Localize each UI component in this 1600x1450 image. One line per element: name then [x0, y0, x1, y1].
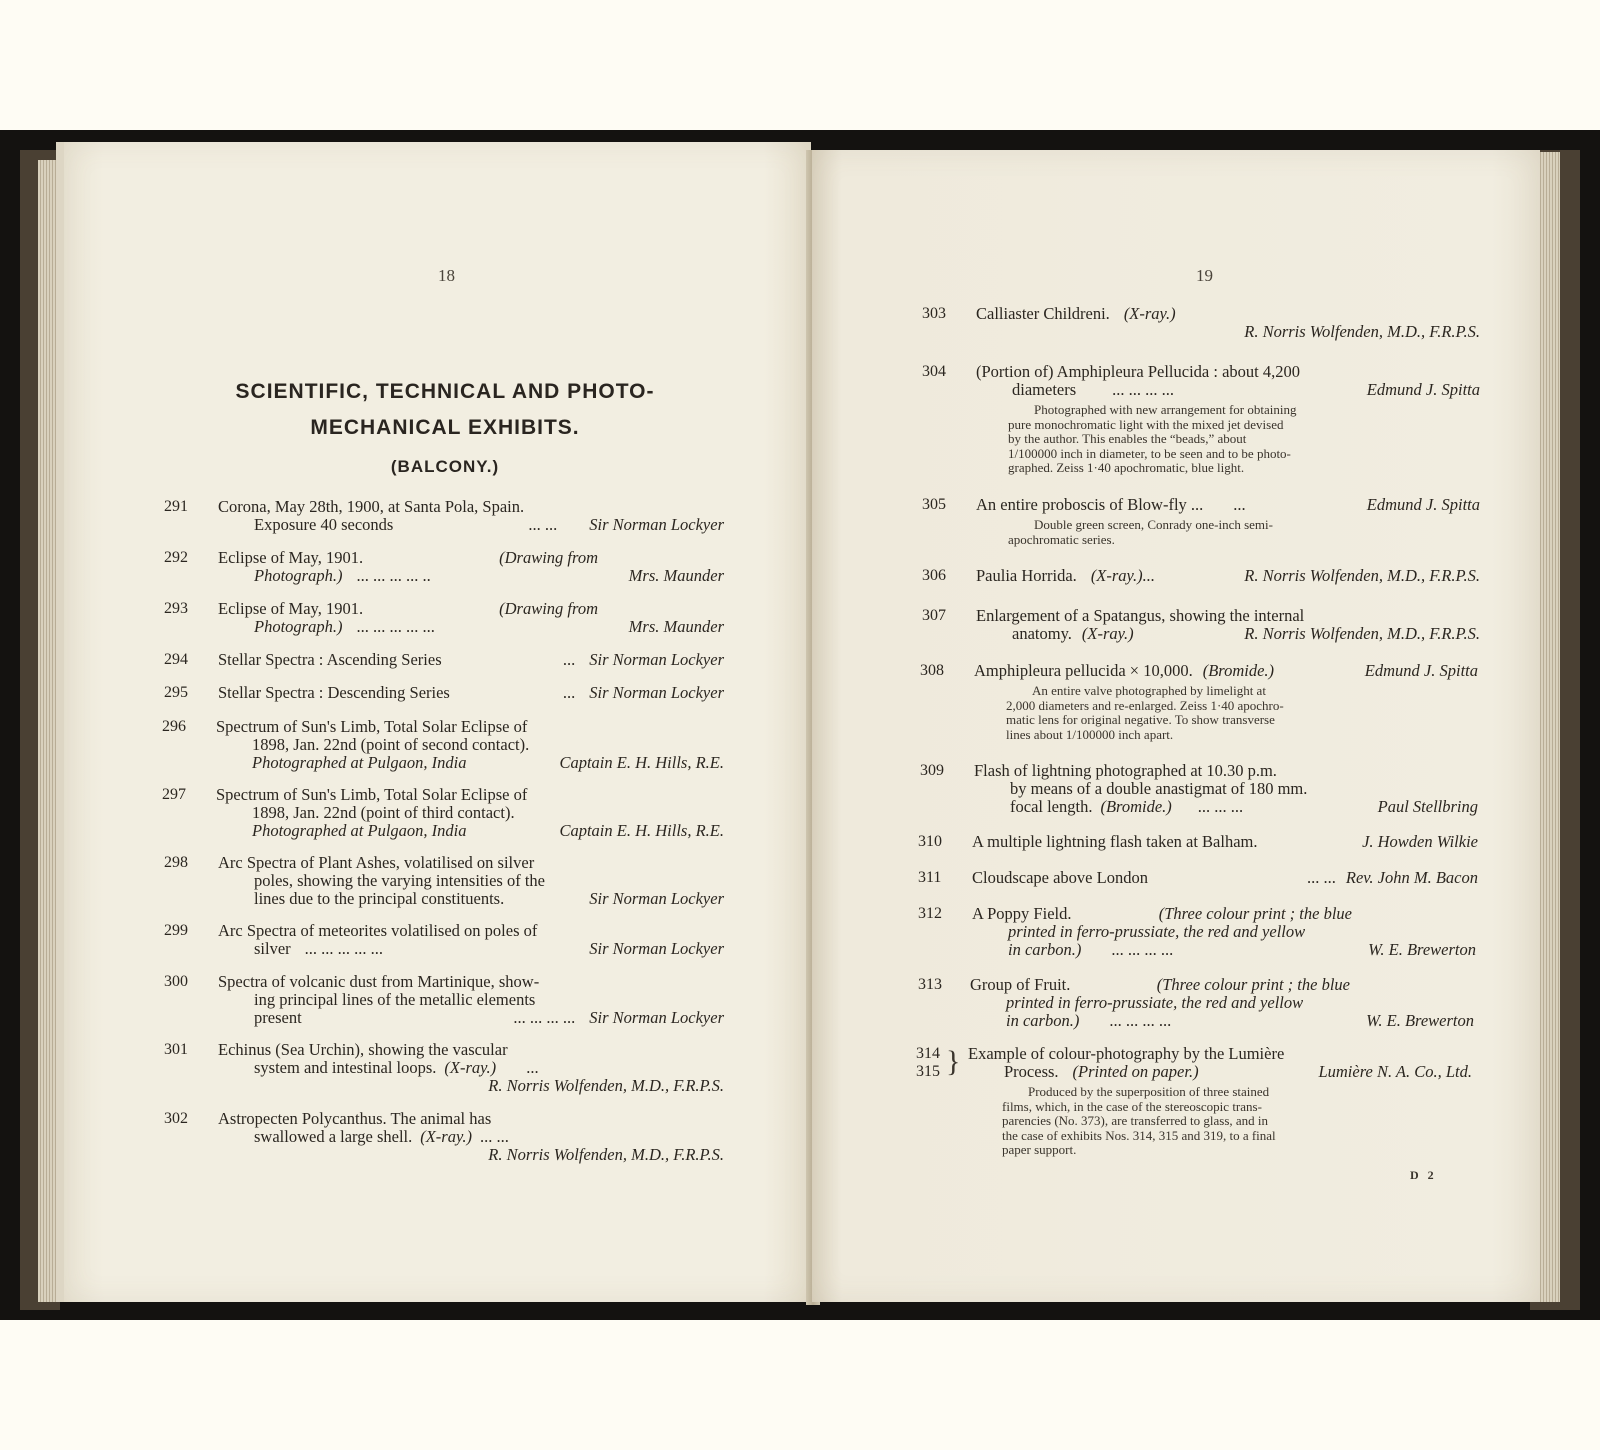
- exhibitor-name: Rev. John M. Bacon: [1345, 868, 1478, 887]
- note-line: 2,000 diameters and re-enlarged. Zeiss 1·40 apochro-: [1006, 697, 1284, 713]
- exhibit-detail: diameters: [1012, 380, 1077, 399]
- note-line: films, which, in the case of the stereoscopic trans-: [1002, 1098, 1262, 1114]
- exhibit-detail: ing principal lines of the metallic elements: [254, 990, 536, 1009]
- leader-dots: ... ... ... ... ...: [304, 939, 384, 958]
- exhibit-medium: (Printed on paper.): [1072, 1062, 1199, 1081]
- leader-dots: ...: [562, 650, 576, 669]
- exhibit-location: Photographed at Pulgaon, India: [252, 821, 467, 840]
- leader-dots: ... ...: [480, 1127, 509, 1146]
- exhibit-number: 293: [164, 600, 188, 617]
- exhibitor-name: W. E. Brewerton: [1368, 940, 1476, 959]
- exhibitor-name: Mrs. Maunder: [628, 617, 724, 636]
- exhibit-title: Stellar Spectra : Ascending Series: [218, 650, 442, 669]
- leader-dots: ... ... ... ...: [1109, 1011, 1172, 1030]
- note-line: pure monochromatic light with the mixed jet devised: [1008, 416, 1284, 432]
- exhibit-medium: (X-ray.): [444, 1058, 497, 1077]
- exhibit-detail: swallowed a large shell.: [254, 1127, 413, 1146]
- note-line: Photographed with new arrangement for obtaining: [1034, 402, 1297, 417]
- leader-dots: ...: [526, 1058, 539, 1077]
- leader-dots: ... ... ... ... ...: [356, 617, 435, 636]
- exhibitor-name: W. E. Brewerton: [1366, 1011, 1474, 1030]
- exhibitor-name: Mrs. Maunder: [628, 566, 724, 585]
- exhibitor-name: Sir Norman Lockyer: [589, 939, 724, 958]
- exhibit-title: Astropecten Polycanthus. The animal has: [218, 1109, 492, 1128]
- exhibit-detail: silver: [254, 939, 291, 958]
- leader-dots: ... ... ...: [1197, 797, 1244, 816]
- section-heading-line2: MECHANICAL EXHIBITS.: [310, 416, 580, 439]
- exhibit-title: A Poppy Field.: [972, 904, 1072, 923]
- exhibit-location: Photographed at Pulgaon, India: [252, 753, 467, 772]
- exhibit-title: Eclipse of May, 1901.: [218, 599, 364, 618]
- exhibit-title: Amphipleura pellucida × 10,000.: [974, 661, 1193, 680]
- exhibit-number: 294: [164, 651, 188, 668]
- exhibitor-name: Edmund J. Spitta: [1366, 495, 1480, 514]
- exhibit-medium: Photograph.): [254, 566, 343, 585]
- exhibitor-name: Captain E. H. Hills, R.E.: [559, 753, 724, 772]
- exhibit-note: [1008, 518, 1352, 547]
- exhibitor-name: R. Norris Wolfenden, M.D., F.R.P.S.: [488, 1145, 724, 1164]
- exhibit-title: An entire proboscis of Blow-fly ...: [976, 495, 1204, 514]
- note-line: graphed. Zeiss 1·40 apochromatic, blue light.: [1008, 460, 1245, 475]
- exhibit-medium: in carbon.): [1008, 940, 1082, 959]
- exhibit-number: 299: [164, 922, 188, 939]
- exhibit-detail: Process.: [1004, 1062, 1059, 1081]
- exhibit-detail: system and intestinal loops.: [254, 1058, 437, 1077]
- note-line: by the author. This enables the “beads,” about: [1008, 431, 1247, 446]
- exhibit-title: Arc Spectra of Plant Ashes, volatilised on silver: [218, 853, 535, 872]
- exhibit-number: 304: [922, 363, 946, 380]
- exhibit-number: 314: [916, 1045, 940, 1062]
- leader-dots: ... ...: [1307, 868, 1336, 887]
- exhibit-medium: (Drawing from: [499, 548, 598, 567]
- exhibitor-name: J. Howden Wilkie: [1362, 832, 1478, 851]
- exhibit-detail: anatomy.: [1012, 624, 1072, 643]
- exhibit-number: 315: [916, 1063, 940, 1080]
- exhibit-number: 307: [922, 607, 946, 624]
- page-edges-left: [38, 160, 56, 1302]
- section-heading-line1: SCIENTIFIC, TECHNICAL AND PHOTO-: [235, 380, 655, 403]
- exhibit-number: 309: [920, 762, 944, 779]
- exhibit-medium: (Drawing from: [499, 599, 598, 618]
- exhibitor-name: Edmund J. Spitta: [1364, 661, 1478, 680]
- exhibit-number: 312: [918, 905, 942, 922]
- leader-dots: ... ...: [528, 515, 558, 534]
- exhibit-medium: (X-ray.): [1081, 624, 1134, 643]
- note-line: apochromatic series.: [1008, 531, 1115, 547]
- note-line: Double green screen, Conrady one-inch semi-: [1034, 517, 1273, 532]
- exhibit-number: 305: [922, 496, 946, 513]
- exhibit-title: Arc Spectra of meteorites volatilised on poles of: [218, 921, 538, 940]
- right-page-number: 19: [1196, 266, 1213, 285]
- exhibit-title: Calliaster Childreni.: [976, 304, 1110, 323]
- exhibit-title: Spectrum of Sun's Limb, Total Solar Eclipse of: [216, 785, 528, 804]
- note-line: lines about 1/100000 inch apart.: [1006, 726, 1174, 742]
- exhibit-number: 301: [164, 1041, 188, 1058]
- exhibit-medium: (X-ray.)...: [1090, 566, 1155, 585]
- exhibit-title: Corona, May 28th, 1900, at Santa Pola, Spain.: [218, 497, 525, 516]
- exhibit-detail: lines due to the principal constituents.: [254, 889, 505, 908]
- exhibit-medium: printed in ferro-prussiate, the red and yellow: [1008, 922, 1306, 941]
- exhibitor-name: R. Norris Wolfenden, M.D., F.R.P.S.: [1244, 624, 1480, 643]
- exhibit-detail: 1898, Jan. 22nd (point of third contact).: [252, 803, 515, 822]
- exhibit-title: Echinus (Sea Urchin), showing the vascular: [218, 1040, 508, 1059]
- leader-dots: ...: [1233, 495, 1246, 514]
- exhibit-medium: (X-ray.): [420, 1127, 473, 1146]
- exhibit-medium: Photograph.): [254, 617, 343, 636]
- exhibit-title: Flash of lightning photographed at 10.30 p.m.: [974, 761, 1277, 780]
- exhibit-detail: Exposure 40 seconds: [254, 515, 394, 534]
- exhibit-number: 303: [922, 305, 946, 322]
- brace-icon: }: [946, 1045, 961, 1078]
- exhibit-title: Enlargement of a Spatangus, showing the internal: [976, 606, 1305, 625]
- exhibit-detail: present: [254, 1008, 302, 1027]
- exhibit-number: 310: [918, 833, 942, 850]
- exhibit-title: Spectra of volcanic dust from Martinique, show-: [218, 972, 540, 991]
- exhibitor-name: R. Norris Wolfenden, M.D., F.R.P.S.: [1244, 322, 1480, 341]
- note-line: Produced by the superposition of three stained: [1028, 1084, 1270, 1099]
- exhibitor-name: Sir Norman Lockyer: [589, 650, 724, 669]
- note-line: An entire valve photographed by limelight at: [1032, 683, 1266, 698]
- leader-dots: ... ... ... ...: [1111, 940, 1174, 959]
- exhibit-title: Group of Fruit.: [970, 975, 1071, 994]
- exhibitor-name: Sir Norman Lockyer: [589, 683, 724, 702]
- exhibit-title: Paulia Horrida.: [976, 566, 1077, 585]
- exhibitor-name: Sir Norman Lockyer: [589, 1008, 724, 1027]
- exhibitor-name: Lumière N. A. Co., Ltd.: [1318, 1062, 1472, 1081]
- left-page-number: 18: [438, 266, 455, 285]
- note-line: paper support.: [1002, 1142, 1077, 1157]
- exhibit-note: [1008, 403, 1352, 476]
- exhibit-title: (Portion of) Amphipleura Pellucida : about 4,200: [976, 362, 1300, 381]
- exhibit-medium: in carbon.): [1006, 1011, 1080, 1030]
- exhibit-number: 292: [164, 549, 188, 566]
- exhibit-title: Spectrum of Sun's Limb, Total Solar Eclipse of: [216, 717, 528, 736]
- exhibit-title: Cloudscape above London: [972, 868, 1148, 887]
- exhibit-medium: (Three colour print ; the blue: [1156, 975, 1350, 994]
- exhibit-medium: (Three colour print ; the blue: [1158, 904, 1352, 923]
- exhibit-title: Eclipse of May, 1901.: [218, 548, 364, 567]
- exhibit-number: 306: [922, 567, 946, 584]
- exhibit-number: 311: [918, 869, 942, 886]
- exhibitor-name: Sir Norman Lockyer: [589, 889, 724, 908]
- exhibit-detail: by means of a double anastigmat of 180 mm.: [1010, 779, 1308, 798]
- exhibit-medium: (Bromide.): [1202, 661, 1275, 680]
- exhibit-note: [1002, 1085, 1346, 1158]
- exhibitor-name: Sir Norman Lockyer: [589, 515, 724, 534]
- exhibit-note: [1006, 684, 1350, 742]
- exhibit-title: Stellar Spectra : Descending Series: [218, 683, 450, 702]
- leader-dots: ... ... ... ...: [1112, 380, 1175, 399]
- signature-mark: D 2: [1410, 1168, 1437, 1182]
- exhibit-number: 295: [164, 684, 188, 701]
- note-line: the case of exhibits Nos. 314, 315 and 319, to a final: [1002, 1127, 1276, 1143]
- exhibit-number: 298: [164, 854, 188, 871]
- exhibit-medium: (Bromide.): [1100, 797, 1172, 816]
- exhibit-title: A multiple lightning flash taken at Balham.: [972, 832, 1258, 851]
- exhibit-number: 291: [164, 498, 188, 515]
- exhibit-number: 302: [164, 1110, 188, 1127]
- exhibit-number: 308: [920, 662, 944, 679]
- leader-dots: ... ... ... ... ..: [356, 566, 431, 585]
- exhibit-number: 313: [918, 976, 942, 993]
- exhibitor-name: R. Norris Wolfenden, M.D., F.R.P.S.: [1244, 566, 1480, 585]
- leader-dots: ... ... ... ...: [513, 1008, 576, 1027]
- exhibitor-name: R. Norris Wolfenden, M.D., F.R.P.S.: [488, 1076, 724, 1095]
- exhibitor-name: Paul Stellbring: [1377, 797, 1478, 816]
- leader-dots: ...: [562, 683, 576, 702]
- note-line: parencies (No. 373), are transferred to glass, and in: [1002, 1113, 1269, 1128]
- exhibit-detail: focal length.: [1010, 797, 1093, 816]
- exhibit-number: 300: [164, 973, 188, 990]
- exhibit-medium: printed in ferro-prussiate, the red and yellow: [1006, 993, 1304, 1012]
- page-edges-right: [1538, 152, 1560, 1302]
- section-subheading: (BALCONY.): [390, 457, 500, 476]
- exhibitor-name: Edmund J. Spitta: [1366, 380, 1480, 399]
- exhibit-detail: poles, showing the varying intensities of the: [254, 871, 545, 890]
- exhibit-title: Example of colour-photography by the Lumière: [968, 1044, 1285, 1063]
- exhibit-detail: 1898, Jan. 22nd (point of second contact).: [252, 735, 530, 754]
- note-line: 1/100000 inch in diameter, to be seen and to be photo-: [1008, 445, 1291, 461]
- exhibit-number: 296: [162, 718, 186, 735]
- exhibit-medium: (X-ray.): [1123, 304, 1176, 323]
- note-line: matic lens for original negative. To show transverse: [1006, 712, 1275, 727]
- exhibit-number: 297: [162, 786, 186, 803]
- exhibitor-name: Captain E. H. Hills, R.E.: [559, 821, 724, 840]
